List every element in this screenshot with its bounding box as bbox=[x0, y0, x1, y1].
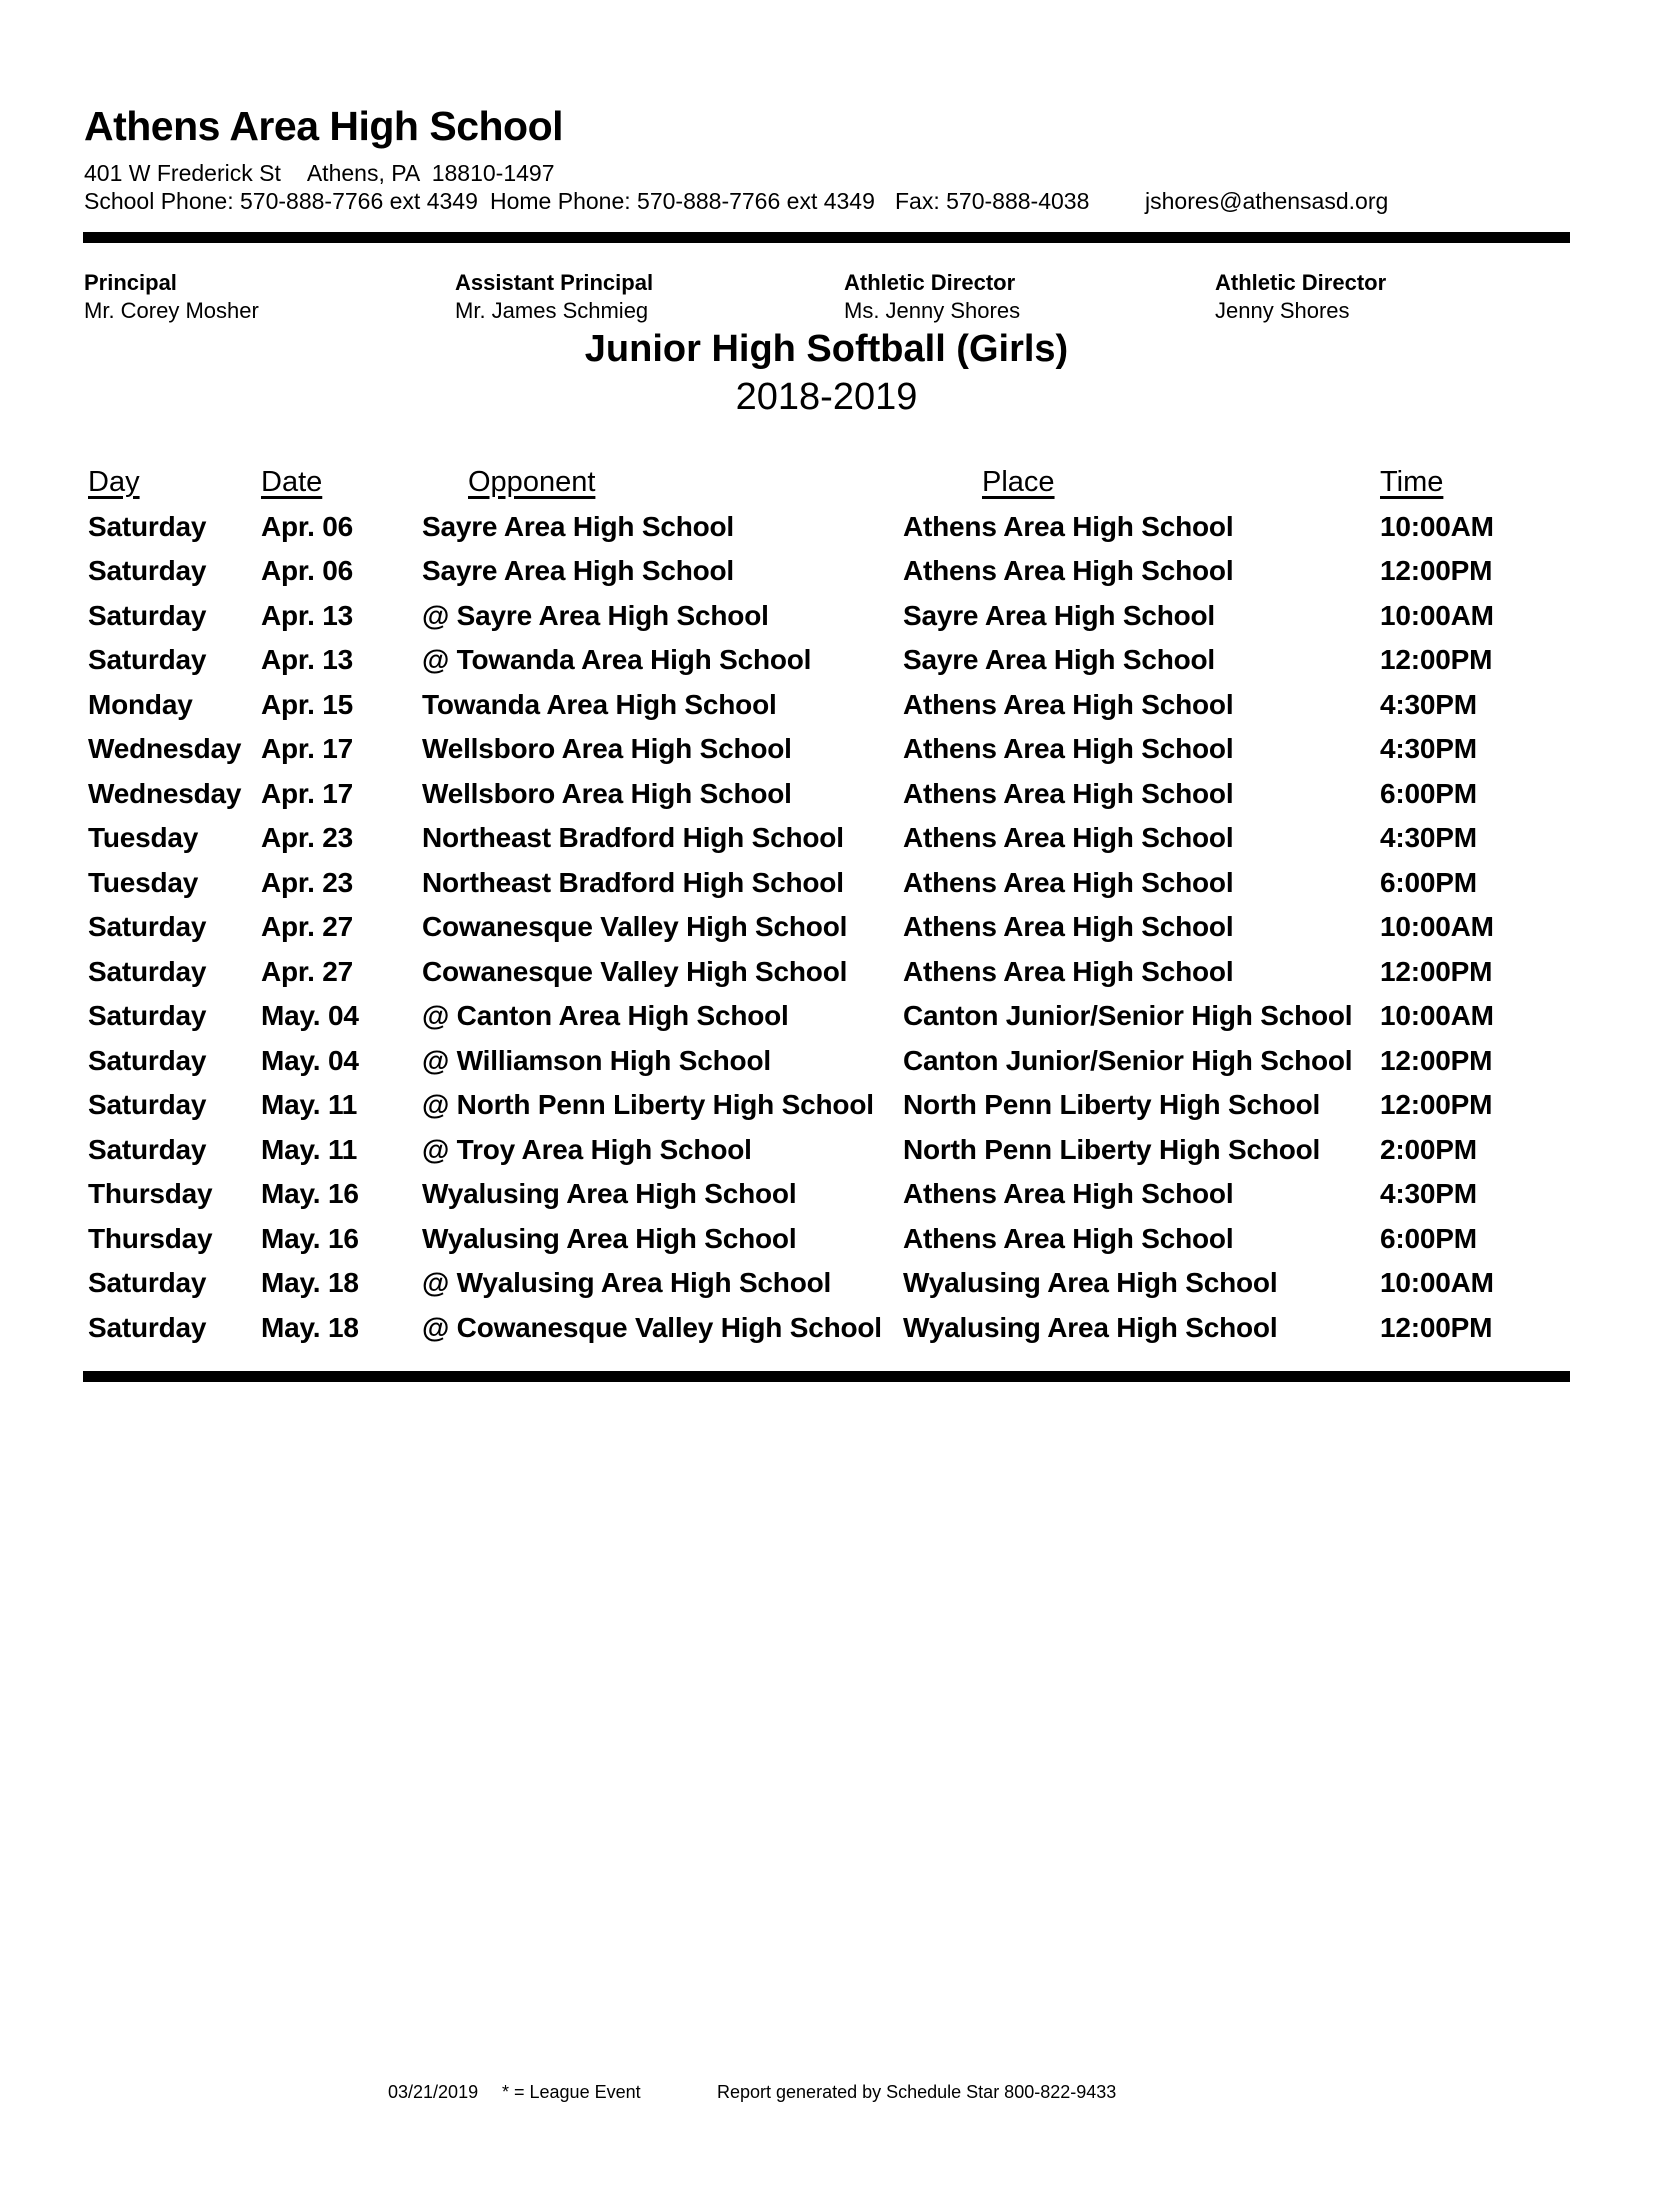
cell-place: Athens Area High School bbox=[903, 733, 1234, 764]
table-row bbox=[88, 644, 1550, 689]
cell-day: Tuesday bbox=[88, 866, 199, 898]
cell-date: May. 11 bbox=[261, 1089, 358, 1120]
staff-title: Principal bbox=[84, 270, 177, 295]
cell-day: Saturday bbox=[88, 1000, 207, 1031]
school-address bbox=[84, 161, 555, 186]
cell-time: 4:30PM bbox=[1380, 688, 1477, 720]
cell-place: Athens Area High School bbox=[903, 510, 1234, 542]
cell-date: Apr. 23 bbox=[261, 822, 353, 853]
cell-opponent: Wellsboro Area High School bbox=[422, 733, 792, 764]
cell-place: Athens Area High School bbox=[903, 1222, 1234, 1254]
cell-time: 10:00AM bbox=[1380, 599, 1494, 631]
school-name: Athens Area High School bbox=[84, 103, 564, 149]
cell-date: Apr. 13 bbox=[261, 599, 353, 631]
cell-day: Saturday bbox=[88, 1089, 207, 1120]
cell-date: May. 18 bbox=[261, 1311, 359, 1343]
cell-opponent: @ Wyalusing Area High School bbox=[422, 1267, 832, 1298]
cell-opponent: @ Cowanesque Valley High School bbox=[422, 1311, 882, 1343]
cell-opponent: Towanda Area High School bbox=[422, 688, 777, 720]
schedule-table bbox=[88, 466, 1550, 1356]
cell-date: Apr. 27 bbox=[261, 911, 353, 942]
cell-time: 6:00PM bbox=[1380, 777, 1477, 809]
cell-date: May. 04 bbox=[261, 1044, 359, 1076]
table-row bbox=[88, 956, 1550, 1001]
staff-title: Athletic Director bbox=[1215, 270, 1387, 295]
cell-time: 12:00PM bbox=[1380, 955, 1493, 987]
cell-date: May. 11 bbox=[261, 1133, 358, 1165]
table-row bbox=[88, 1267, 1550, 1312]
table-row bbox=[88, 822, 1550, 867]
cell-place: Athens Area High School bbox=[903, 866, 1234, 898]
table-row bbox=[88, 1089, 1550, 1134]
cell-time: 6:00PM bbox=[1380, 866, 1477, 898]
cell-place: Athens Area High School bbox=[903, 1178, 1234, 1209]
cell-day: Saturday bbox=[88, 1044, 207, 1076]
staff-title: Assistant Principal bbox=[455, 270, 654, 295]
cell-day: Saturday bbox=[88, 955, 207, 987]
cell-opponent: Northeast Bradford High School bbox=[422, 866, 844, 898]
cell-place: Wyalusing Area High School bbox=[903, 1267, 1278, 1298]
cell-time: 10:00AM bbox=[1380, 1267, 1494, 1298]
cell-day: Saturday bbox=[88, 555, 207, 586]
cell-date: May. 16 bbox=[261, 1178, 359, 1209]
staff-principal bbox=[84, 270, 259, 325]
cell-opponent: Cowanesque Valley High School bbox=[422, 911, 848, 942]
cell-opponent: @ Troy Area High School bbox=[422, 1133, 752, 1165]
cell-date: May. 04 bbox=[261, 1000, 359, 1031]
season-subtitle: 2018-2019 bbox=[735, 376, 918, 418]
cell-place: Canton Junior/Senior High School bbox=[903, 1000, 1353, 1031]
cell-place: Athens Area High School bbox=[903, 911, 1234, 942]
cell-opponent: Wyalusing Area High School bbox=[422, 1222, 797, 1254]
cell-time: 12:00PM bbox=[1380, 555, 1493, 586]
league-event-legend: * = League Event bbox=[502, 2082, 641, 2102]
table-row bbox=[88, 733, 1550, 778]
cell-time: 6:00PM bbox=[1380, 1222, 1477, 1254]
table-row bbox=[88, 555, 1550, 600]
school-phone: School Phone: 570-888-7766 ext 4349 bbox=[84, 188, 478, 214]
contact-email: jshores@athensasd.org bbox=[1145, 188, 1389, 214]
staff-name: Mr. Corey Mosher bbox=[84, 298, 259, 324]
cell-time: 12:00PM bbox=[1380, 1089, 1493, 1120]
report-generated-by: Report generated by Schedule Star 800-822-9433 bbox=[717, 2082, 1117, 2102]
cell-place: Sayre Area High School bbox=[903, 599, 1215, 631]
cell-day: Saturday bbox=[88, 911, 207, 942]
cell-time: 2:00PM bbox=[1380, 1133, 1477, 1165]
cell-date: Apr. 23 bbox=[261, 866, 353, 898]
cell-place: Athens Area High School bbox=[903, 555, 1234, 586]
cell-time: 4:30PM bbox=[1380, 822, 1477, 853]
table-row bbox=[88, 778, 1550, 823]
cell-place: North Penn Liberty High School bbox=[903, 1089, 1321, 1120]
cell-place: Athens Area High School bbox=[903, 955, 1234, 987]
cell-date: Apr. 17 bbox=[261, 733, 353, 764]
cell-date: May. 18 bbox=[261, 1267, 359, 1298]
cell-day: Wednesday bbox=[88, 733, 242, 764]
cell-opponent: Northeast Bradford High School bbox=[422, 822, 844, 853]
cell-place: Wyalusing Area High School bbox=[903, 1311, 1278, 1343]
cell-day: Tuesday bbox=[88, 822, 199, 853]
cell-time: 10:00AM bbox=[1380, 911, 1494, 942]
cell-day: Saturday bbox=[88, 510, 207, 542]
divider-bottom bbox=[83, 1371, 1570, 1382]
cell-time: 4:30PM bbox=[1380, 1178, 1477, 1209]
cell-date: Apr. 06 bbox=[261, 555, 353, 586]
cell-day: Thursday bbox=[88, 1178, 213, 1209]
column-header-date: Date bbox=[261, 466, 323, 498]
cell-day: Saturday bbox=[88, 1267, 207, 1298]
staff-name: Jenny Shores bbox=[1215, 298, 1350, 324]
cell-day: Saturday bbox=[88, 1311, 207, 1343]
staff-athletic-director-1 bbox=[844, 270, 1020, 325]
cell-place: Athens Area High School bbox=[903, 688, 1234, 720]
column-header-place: Place bbox=[982, 466, 1055, 498]
cell-opponent: @ Williamson High School bbox=[422, 1044, 771, 1076]
column-header-time: Time bbox=[1380, 466, 1444, 498]
cell-time: 10:00AM bbox=[1380, 510, 1494, 542]
cell-day: Wednesday bbox=[88, 777, 242, 809]
cell-opponent: Sayre Area High School bbox=[422, 555, 734, 586]
cell-time: 12:00PM bbox=[1380, 1311, 1493, 1343]
divider-top bbox=[83, 232, 1570, 243]
column-header-day: Day bbox=[88, 466, 140, 498]
staff-assistant-principal bbox=[455, 270, 653, 325]
table-row bbox=[88, 1045, 1550, 1090]
home-phone: Home Phone: 570-888-7766 ext 4349 bbox=[490, 188, 875, 214]
staff-name: Ms. Jenny Shores bbox=[844, 298, 1021, 324]
cell-place: North Penn Liberty High School bbox=[903, 1133, 1321, 1165]
table-row bbox=[88, 1134, 1550, 1179]
cell-day: Saturday bbox=[88, 644, 207, 675]
cell-place: Athens Area High School bbox=[903, 777, 1234, 809]
cell-place: Sayre Area High School bbox=[903, 644, 1215, 675]
cell-opponent: @ Canton Area High School bbox=[422, 1000, 789, 1031]
cell-opponent: Sayre Area High School bbox=[422, 510, 734, 542]
cell-time: 4:30PM bbox=[1380, 733, 1477, 764]
cell-time: 12:00PM bbox=[1380, 1044, 1493, 1076]
cell-date: Apr. 17 bbox=[261, 777, 353, 809]
table-row bbox=[88, 1178, 1550, 1223]
cell-date: Apr. 27 bbox=[261, 955, 353, 987]
staff-name: Mr. James Schmieg bbox=[455, 298, 649, 324]
cell-opponent: Wellsboro Area High School bbox=[422, 777, 792, 809]
table-row bbox=[88, 511, 1550, 556]
cell-place: Athens Area High School bbox=[903, 822, 1234, 853]
table-header-row bbox=[88, 466, 1550, 511]
table-row bbox=[88, 911, 1550, 956]
address-street: 401 W Frederick St bbox=[84, 160, 281, 186]
cell-place: Canton Junior/Senior High School bbox=[903, 1044, 1353, 1076]
table-row bbox=[88, 1312, 1550, 1357]
cell-day: Monday bbox=[88, 688, 193, 720]
cell-opponent: @ Towanda Area High School bbox=[422, 644, 812, 675]
cell-day: Saturday bbox=[88, 1133, 207, 1165]
page-title: Junior High Softball (Girls) bbox=[584, 328, 1069, 370]
cell-time: 10:00AM bbox=[1380, 1000, 1494, 1031]
table-row bbox=[88, 1223, 1550, 1268]
report-date: 03/21/2019 bbox=[388, 2082, 479, 2102]
table-row bbox=[88, 1000, 1550, 1045]
cell-day: Saturday bbox=[88, 599, 207, 631]
cell-date: Apr. 06 bbox=[261, 510, 353, 542]
cell-opponent: Wyalusing Area High School bbox=[422, 1178, 797, 1209]
cell-opponent: @ Sayre Area High School bbox=[422, 599, 769, 631]
cell-time: 12:00PM bbox=[1380, 644, 1493, 675]
staff-title: Athletic Director bbox=[844, 270, 1016, 295]
cell-opponent: Cowanesque Valley High School bbox=[422, 955, 848, 987]
cell-day: Thursday bbox=[88, 1222, 213, 1254]
cell-date: Apr. 15 bbox=[261, 688, 353, 720]
fax-number: Fax: 570-888-4038 bbox=[895, 188, 1090, 214]
staff-athletic-director-2 bbox=[1215, 270, 1386, 325]
table-row bbox=[88, 600, 1550, 645]
column-header-opponent: Opponent bbox=[468, 466, 596, 498]
table-row bbox=[88, 867, 1550, 912]
cell-date: Apr. 13 bbox=[261, 644, 353, 675]
cell-date: May. 16 bbox=[261, 1222, 359, 1254]
table-row bbox=[88, 689, 1550, 734]
address-city-state-zip: Athens, PA 18810-1497 bbox=[306, 160, 555, 186]
cell-opponent: @ North Penn Liberty High School bbox=[422, 1089, 874, 1120]
